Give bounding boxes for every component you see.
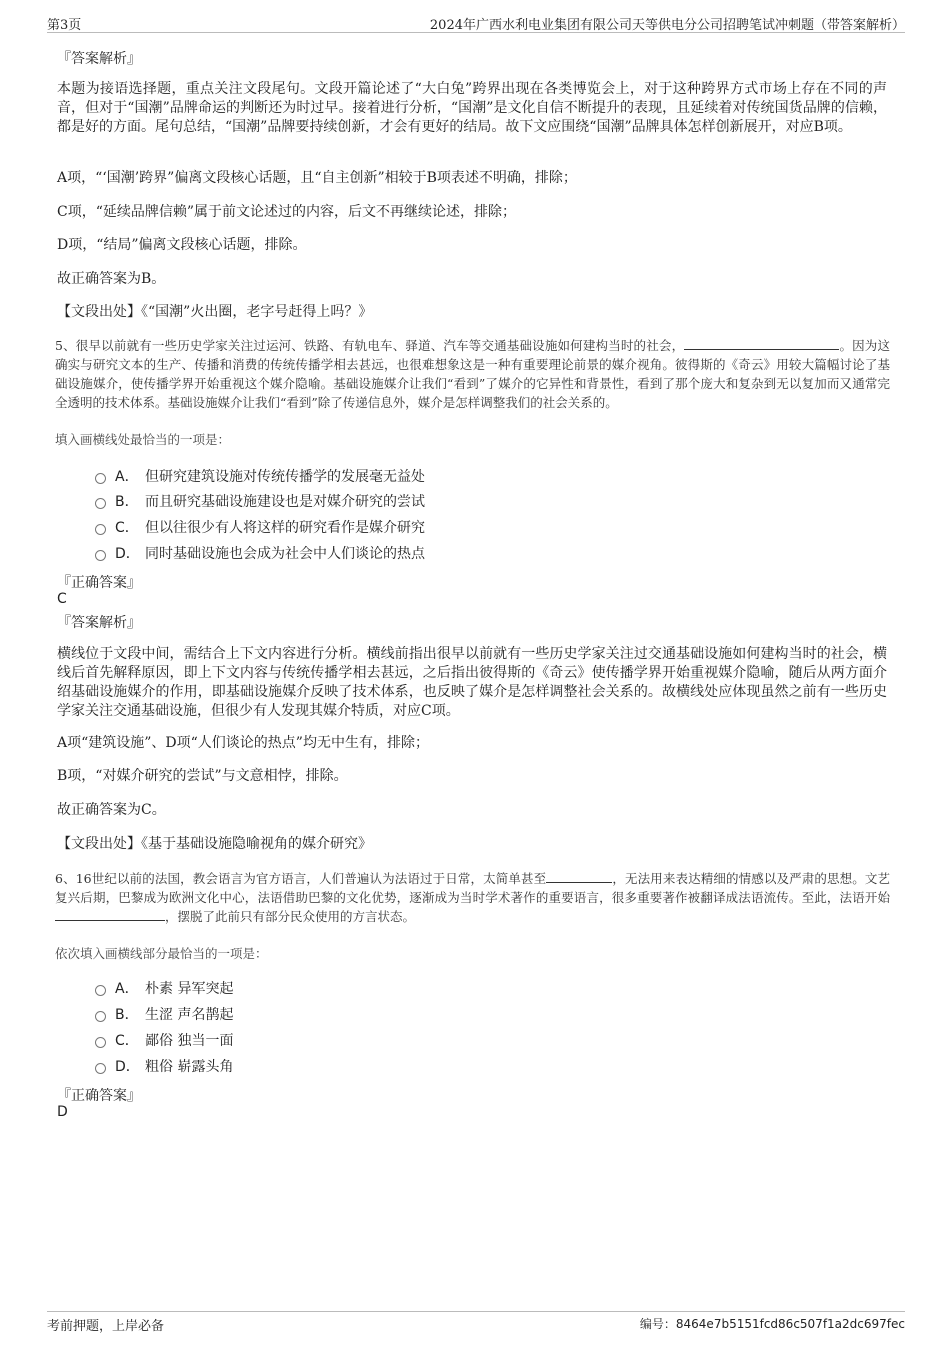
conclusion: 故正确答案为C。 [57,802,166,818]
radio-icon[interactable] [95,524,106,535]
question-prompt: 依次填入画横线部分最恰当的一项是： [55,946,268,961]
option-b[interactable]: B． 生涩 声名鹊起 [95,1004,233,1024]
blank-line [684,337,839,350]
footer-slogan: 考前押题，上岸必备 [47,1319,165,1334]
conclusion: 故正确答案为B。 [57,271,166,287]
analysis-note: B项，“对媒介研究的尝试”与文意相悖，排除。 [57,768,348,784]
correct-answer: C [57,591,67,607]
radio-icon[interactable] [95,498,106,509]
analysis-text: 横线位于文段中间，需结合上下文内容进行分析。横线前指出很早以前就有一些历史学家关注过交通基础设施如何建构当时的社会，横线后首先解释原因，即上下文内容与传统传播学相去甚远，之后指出彼得斯的《奇云》使传播学界开始重视媒介隐喻，随后从两方面介绍基础设施媒介的作用，即基础设施媒介反映了技术体系，也反映了媒介是怎样调整社会关系的。故横线处应体现虽然之前有一些历史学家关注交通基础设施，但很少有人发现其媒介特质，对应C项。 [57,646,887,719]
analysis-label: 『答案解析』 [57,51,141,67]
question-5-stem: 5、很早以前就有一些历史学家关注过运河、铁路、有轨电车、驿道、汽车等交通基础设施如何建构当时的社会， 。因为这确实与研究文本的生产、传播和消费的传统传播学相去甚远，也很难想象这是一种有重要理论前景的媒介视角。彼得斯的《奇云》用较大篇幅讨论了基础设施媒介，使传播学界开始重视这个媒介隐喻。基础设施媒介让我们“看到”了媒介的它异性和背景性，看到了那个庞大和复杂到无以复加而又通常完全透明的技术体系。基础设施媒介让我们“看到”除了传递信息外，媒介是怎样调整我们的社会关系的。 [55,338,890,410]
source-citation: 【文段出处】《基于基础设施隐喻视角的媒介研究》 [57,836,372,852]
source-citation: 【文段出处】《“国潮”火出圈，老字号赶得上吗？》 [57,304,373,320]
document-code: 编号：8464e7b5151fcd86c507f1a2dc697fec [639,1317,905,1331]
radio-icon[interactable] [95,1011,106,1022]
analysis-note: D项，“结局”偏离文段核心话题，排除。 [57,237,307,253]
page-number: 第3页 [47,18,82,33]
analysis-note: A项“建筑设施”、D项“人们谈论的热点”均无中生有，排除； [57,735,429,751]
radio-icon[interactable] [95,1037,106,1048]
option-a[interactable]: A． 但研究建筑设施对传统传播学的发展毫无益处 [95,466,425,486]
radio-icon[interactable] [95,473,106,484]
option-c[interactable]: C． 但以往很少有人将这样的研究看作是媒介研究 [95,517,425,537]
option-c[interactable]: C． 鄙俗 独当一面 [95,1030,233,1050]
correct-answer-label: 『正确答案』 [57,575,141,591]
analysis-label: 『答案解析』 [57,615,141,631]
blank-line [55,908,165,921]
question-6-stem: 6、16世纪以前的法国，教会语言为官方语言，人们普遍认为法语过于日常，太简单甚至 ，无法用来表达精细的情感以及严肃的思想。文艺复兴后期，巴黎成为欧洲文化中心，法语借助巴黎的文化优势，逐渐成为当时学术著作的重要语言，很多重要著作被翻译成法语流传。至此，法语开始，摆脱了此前只有部分民众使用的方言状态。 [55,871,890,924]
page-footer [47,1311,905,1334]
document-title: 2024年广西水利电业集团有限公司天等供电分公司招聘笔试冲刺题（带答案解析） [429,18,905,33]
page-header [47,12,905,33]
blank-line [546,870,612,883]
option-d[interactable]: D． 粗俗 崭露头角 [95,1056,233,1076]
radio-icon[interactable] [95,1063,106,1074]
analysis-note: C项，“延续品牌信赖”属于前文论述过的内容，后文不再继续论述，排除； [57,204,517,220]
analysis-note: A项，“‘国潮’跨界”偏离文段核心话题，且“自主创新”相较于B项表述不明确，排除； [57,170,577,186]
option-b[interactable]: B． 而且研究基础设施建设也是对媒介研究的尝试 [95,491,425,511]
correct-answer: D [57,1104,68,1120]
radio-icon[interactable] [95,985,106,996]
analysis-text: 本题为接语选择题，重点关注文段尾句。文段开篇论述了“大白兔”跨界出现在各类博览会上，对于这种跨界方式市场上存在不同的声音，但对于“国潮”品牌命运的判断还为时过早。接着进行分析，“国潮”是文化自信不断提升的表现，且延续着对传统国货品牌的信赖，都是好的方面。尾句总结，“国潮”品牌要持续创新，才会有更好的结局。故下文应围绕“国潮”品牌具体怎样创新展开，对应B项。 [57,81,887,135]
option-d[interactable]: D． 同时基础设施也会成为社会中人们谈论的热点 [95,543,425,563]
option-a[interactable]: A． 朴素 异军突起 [95,978,233,998]
correct-answer-label: 『正确答案』 [57,1088,141,1104]
question-prompt: 填入画横线处最恰当的一项是： [55,432,231,447]
radio-icon[interactable] [95,550,106,561]
